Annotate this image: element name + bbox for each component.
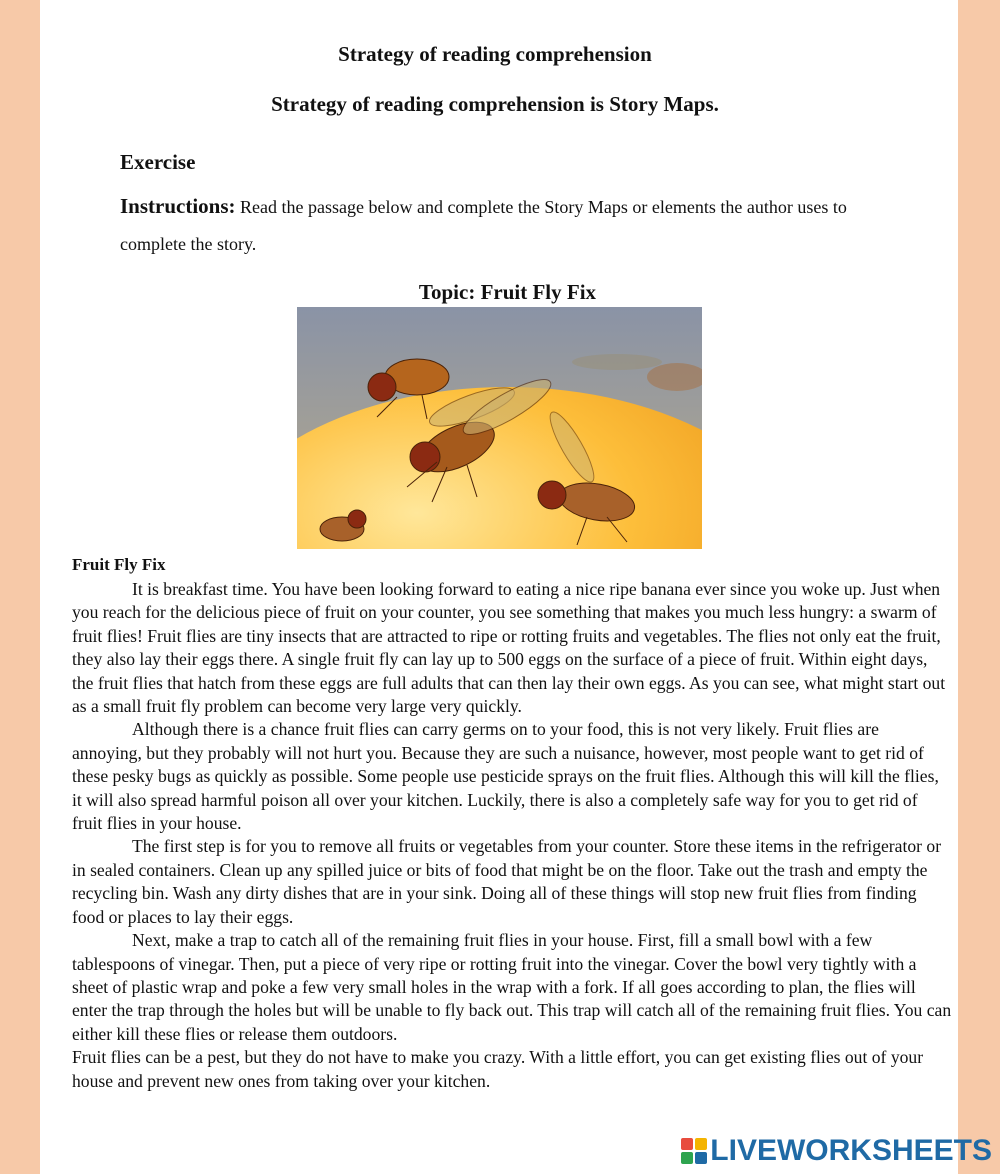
brand-wordmark: LIVEWORKSHEETS bbox=[710, 1134, 992, 1167]
topic-heading: Topic: Fruit Fly Fix bbox=[418, 280, 597, 304]
exercise-heading: Exercise bbox=[120, 150, 196, 174]
passage-paragraph: Next, make a trap to catch all of the remaining fruit flies in your house. First, fill a small bowl with a few tablespoons of vinegar. Then, put a piece of very ripe or rotting fruit into the vinegar. Cover the bowl very tightly with a sheet of plastic wrap and poke a few very small holes in the wrap with a fork. If all goes according to plan, the flies will enter the trap through the holes but will be unable to fly back out. This trap will catch all of the remaining fruit flies. You can either kill these flies or release them outdoors. bbox=[72, 930, 952, 1044]
page-title: Strategy of reading comprehension bbox=[338, 42, 652, 66]
passage-title: Fruit Fly Fix bbox=[72, 555, 166, 574]
passage-paragraph: It is breakfast time. You have been looking forward to eating a nice ripe banana ever since you woke up. Just when you reach for the delicious piece of fruit on your counter, you see something that makes you much less hungry: a swarm of fruit flies! Fruit flies are tiny insects that are attracted to ripe or rotting fruits and vegetables. The flies not only eat the fruit, they also lay their eggs there. A single fruit fly can lay up to 500 eggs on the surface of a piece of fruit. Within eight days, the fruit flies that hatch from these eggs are full adults that can then lay their own eggs. As you can see, what might start out as a small fruit fly problem can become very large very quickly. bbox=[72, 579, 946, 717]
liveworksheets-brand bbox=[681, 1134, 992, 1168]
passage-body bbox=[72, 578, 952, 1093]
instructions-label: Instructions: bbox=[120, 194, 236, 218]
page-subtitle: Strategy of reading comprehension is Story Maps. bbox=[271, 92, 719, 116]
fruit-fly-photo bbox=[297, 307, 702, 549]
instructions bbox=[120, 188, 910, 263]
passage-paragraph: Although there is a chance fruit flies can carry germs on to your food, this is not very likely. Fruit flies are annoying, but they probably will not hurt you. Because they are such a nuisance, however, most people want to get rid of these pesky bugs as quickly as possible. Some people use pesticide sprays on the fruit flies. Although this will kill the flies, it will also spread harmful poison all over your kitchen. Luckily, there is also a completely safe way for you to get rid of fruit flies in your house. bbox=[72, 719, 939, 834]
instructions-text: Read the passage below and complete the Story Maps or elements the author uses to complete the story. bbox=[120, 197, 847, 254]
passage-paragraph: The first step is for you to remove all fruits or vegetables from your counter. Store these items in the refrigerator or in sealed containers. Clean up any spilled juice or bits of food that might be on the floor. Take out the trash and empty the recycling bin. Wash any dirty dishes that are in your sink. Doing all of these things will stop new fruit flies from finding food or places to lay their eggs. bbox=[72, 836, 942, 927]
left-margin-band bbox=[0, 0, 40, 1174]
worksheet-page bbox=[40, 0, 958, 1174]
right-margin-band bbox=[958, 0, 1000, 1174]
passage-paragraph: Fruit flies can be a pest, but they do not have to make you crazy. With a little effort, you can get existing flies out of your house and prevent new ones from taking over your kitchen. bbox=[72, 1047, 924, 1091]
liveworksheets-logo-icon bbox=[681, 1138, 707, 1164]
